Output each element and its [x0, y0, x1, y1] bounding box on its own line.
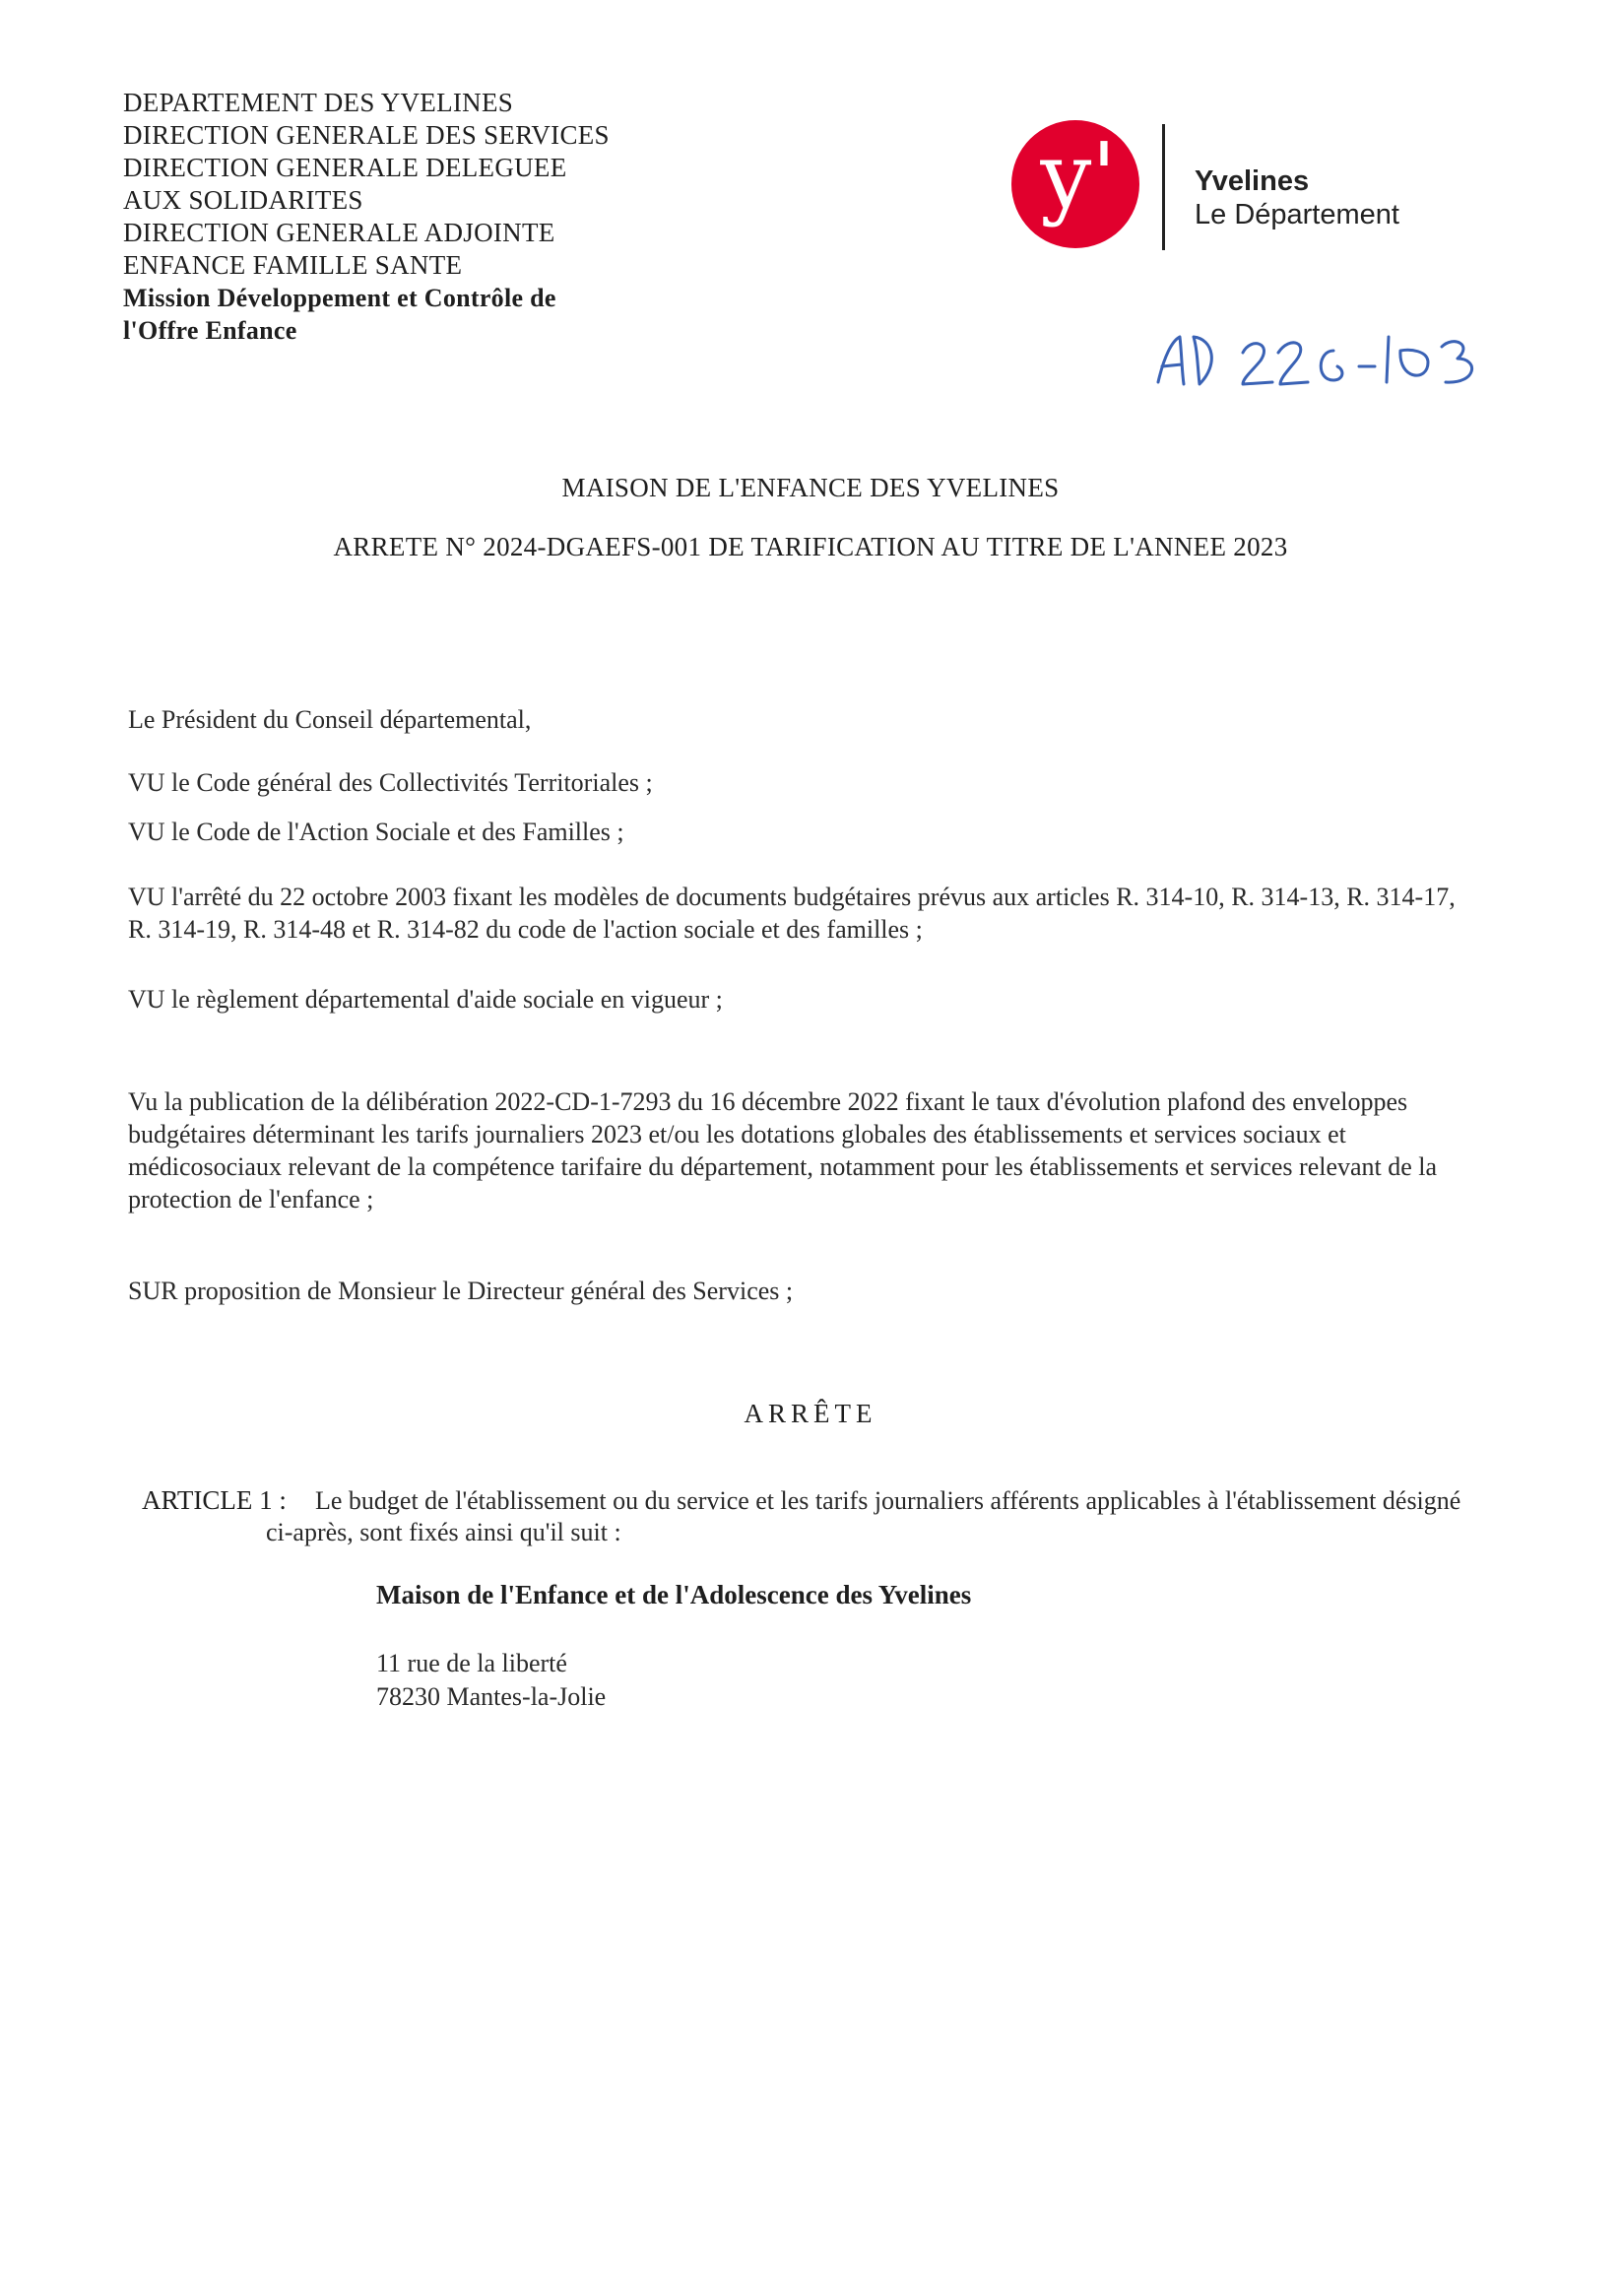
- header-line-dgd: DIRECTION GENERALE DELEGUEE: [123, 153, 567, 182]
- vu-reglement: VU le règlement départemental d'aide sociale en vigueur ;: [128, 985, 723, 1014]
- header-line-solidarites: AUX SOLIDARITES: [123, 185, 363, 215]
- sur-proposition: SUR proposition de Monsieur le Directeur général des Services ;: [128, 1277, 794, 1305]
- president-line: Le Président du Conseil départemental,: [128, 705, 532, 734]
- arrete-heading: ARRÊTE: [744, 1399, 877, 1428]
- article-1-body: Le budget de l'établissement ou du service et les tarifs journaliers afférents applicables à l'établissement désigné ci-après, sont fixés ainsi qu'il suit :: [266, 1486, 1461, 1546]
- arrete-number-title: ARRETE N° 2024-DGAEFS-001 DE TARIFICATION AU TITRE DE L'ANNEE 2023: [333, 532, 1288, 561]
- vu-collectivites: VU le Code général des Collectivités Territoriales ;: [128, 768, 653, 797]
- header-line-efs: ENFANCE FAMILLE SANTE: [123, 250, 463, 280]
- issuer-header: [123, 87, 753, 347]
- logo-mark: y': [1040, 123, 1117, 229]
- header-line-dgs: DIRECTION GENERALE DES SERVICES: [123, 120, 610, 150]
- vu-action-sociale: VU le Code de l'Action Sociale et des Familles ;: [128, 818, 624, 846]
- address-city: 78230 Mantes-la-Jolie: [376, 1682, 607, 1711]
- article-1-label: ARTICLE 1 :: [142, 1485, 287, 1515]
- yvelines-logo: [1011, 118, 1405, 256]
- vu-deliberation: Vu la publication de la délibération 2022-CD-1-7293 du 16 décembre 2022 fixant le taux d'évolution plafond des enveloppes budgétaires déterminant les tarifs journaliers 2023 et/ou les dotations globales des établissements et services sociaux et médicosociaux relevant de la compétence tarifaire du département, notamment pour les établissements et services relevant de la protection de l'enfance ;: [128, 1087, 1438, 1214]
- header-line-department: DEPARTEMENT DES YVELINES: [123, 88, 514, 117]
- header-line-dga: DIRECTION GENERALE ADJOINTE: [123, 218, 555, 247]
- handwritten-reference-signature: [1152, 327, 1546, 396]
- address-street: 11 rue de la liberté: [376, 1649, 567, 1677]
- logo-divider: [1162, 124, 1165, 250]
- document-title: MAISON DE L'ENFANCE DES YVELINES: [561, 473, 1060, 502]
- header-mission-line2: l'Offre Enfance: [123, 316, 297, 345]
- vu-arrete-2003: VU l'arrêté du 22 octobre 2003 fixant les modèles de documents budgétaires prévus aux articles R. 314-10, R. 314-13, R. 314-17, R. 314-19, R. 314-48 et R. 314-82 du code de l'action sociale et des familles ;: [128, 883, 1456, 944]
- header-mission-line1: Mission Développement et Contrôle de: [123, 284, 556, 312]
- logo-name: Yvelines: [1195, 165, 1310, 197]
- article-1-text: [266, 1485, 1467, 1548]
- logo-subtitle: Le Département: [1195, 199, 1399, 230]
- establishment-name: Maison de l'Enfance et de l'Adolescence des Yvelines: [376, 1580, 972, 1609]
